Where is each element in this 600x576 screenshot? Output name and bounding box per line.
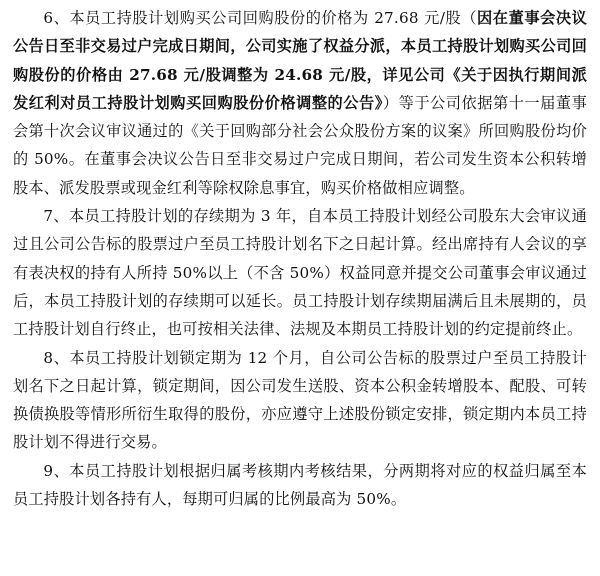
paragraph-6-text-b: ）等于公司依据第十一届董事会第十次会议审议通过的《关于回购部分社会公众股份方案的议案》所回购股份均价的 50%。在董事会决议公告日至非交易过户完成日期间，若公司发生资本公积转增股本、派发股票或现金红利等除权除息事宜，购买价格做相应调整。 — [13, 93, 587, 197]
paragraph-7 — [13, 202, 587, 343]
paragraph-7-text: 7、本员工持股计划的存续期为 3 年，自本员工持股计划经公司股东大会审议通过且公司公告标的股票过户至员工持股计划名下之日起计算。经出席持有人会议的享有表决权的持有人所持 50%以上（不含 50%）权益同意并提交公司董事会审议通过后，本员工持股计划的存续期可以延长。员工持股计划存续期届满后且未展期的，员工持股计划自行终止，也可按相关法律、法规及本期员工持股计划的约定提前终止。 — [13, 207, 587, 339]
paragraph-9-text: 9、本员工持股计划根据归属考核期内考核结果，分两期将对应的权益归属至本员工持股计划各持有人，每期可归属的比例最高为 50%。 — [13, 461, 587, 509]
paragraph-8-text: 8、本员工持股计划锁定期为 12 个月，自公司公告标的股票过户至员工持股计划名下之日起计算，锁定期间，因公司发生送股、资本公积金转增股本、配股、可转换债换股等情形所衍生取得的股份，亦应遵守上述股份锁定安排，锁定期内本员工持股计划不得进行交易。 — [13, 348, 587, 452]
paragraph-6 — [13, 4, 587, 202]
paragraph-6-bold-text: 因在董事会决议公告日至非交易过户完成日期间，公司实施了权益分派，本员工持股计划购买公司回购股份的价格由 27.68 元/股调整为 24.68 元/股，详见公司《关于因执行期间派发红利对员工持股计划购买回购股份价格调整的公告》 — [13, 9, 587, 112]
paragraph-8 — [13, 344, 587, 457]
paragraph-9 — [13, 457, 587, 514]
paragraph-6-text-a: 6、本员工持股计划购买公司回购股份的价格为 27.68 元/股（ — [43, 9, 478, 27]
